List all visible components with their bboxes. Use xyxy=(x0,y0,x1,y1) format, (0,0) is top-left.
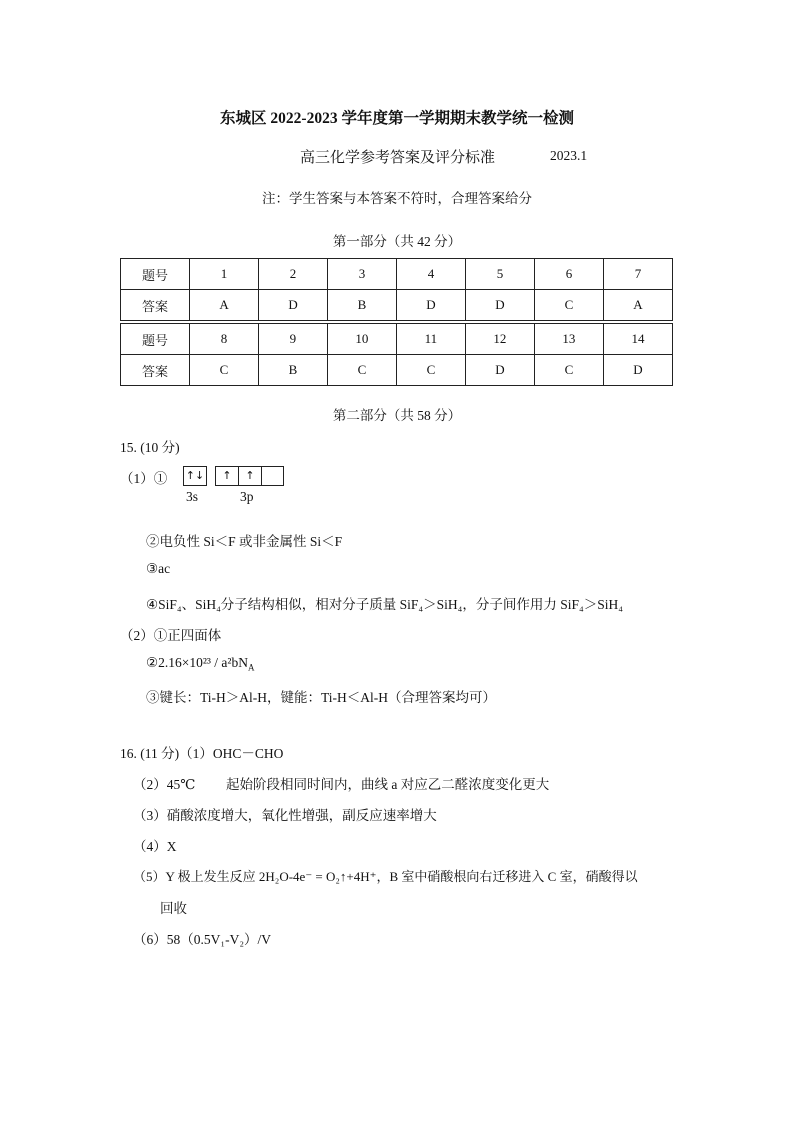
q15-p1-prefix: （1）① xyxy=(120,471,168,486)
question-cell: 13 xyxy=(534,324,603,355)
page-title: 东城区 2022-2023 学年度第一学期期末教学统一检测 xyxy=(220,110,574,127)
question-cell: 2 xyxy=(259,259,328,290)
question-cell: 14 xyxy=(603,324,672,355)
grading-note: 注：学生答案与本答案不符时，合理答案给分 xyxy=(262,191,532,206)
question-cell: 9 xyxy=(258,324,327,355)
answer-cell: C xyxy=(396,355,465,386)
answer-row xyxy=(121,355,673,386)
answer-cell: B xyxy=(328,290,397,321)
q15-p2-3: ③键长：Ti-H＞Al-H，键能：Ti-H＜Al-H（合理答案均可） xyxy=(146,690,497,705)
answer-cell: D xyxy=(603,355,672,386)
question-cell: 6 xyxy=(534,259,603,290)
orbital-3p-box xyxy=(215,466,284,486)
document-date: 2023.1 xyxy=(550,148,588,163)
question-cell: 5 xyxy=(465,259,534,290)
empty-orbital xyxy=(262,467,283,485)
part2-heading: 第二部分（共 58 分） xyxy=(332,408,462,423)
orbital-3s-label: 3s xyxy=(186,489,199,504)
q15-p2-1: （2）①正四面体 xyxy=(120,628,222,643)
q15-p1-2: ②电负性 Si＜F 或非金属性 Si＜F xyxy=(146,534,343,549)
q16-line3: （3）硝酸浓度增大，氧化性增强，副反应速率增大 xyxy=(133,808,437,823)
question-cell: 10 xyxy=(327,324,396,355)
question-row xyxy=(121,324,673,355)
answer-row xyxy=(121,290,673,321)
answer-cell: D xyxy=(259,290,328,321)
answer-table-1 xyxy=(120,258,673,321)
q16-line1: 16. (11 分)（1）OHC－CHO xyxy=(120,746,284,761)
question-cell: 8 xyxy=(190,324,259,355)
q15-p1-3: ③ac xyxy=(146,561,171,576)
up-arrow-icon: ↑ xyxy=(239,467,262,485)
row-label: 答案 xyxy=(121,290,190,321)
row-label: 答案 xyxy=(121,355,190,386)
q15-header: 15. (10 分) xyxy=(120,440,180,455)
answer-cell: A xyxy=(603,290,672,321)
up-down-arrow-icon: ↑↓ xyxy=(185,469,205,482)
answer-cell: B xyxy=(258,355,327,386)
answer-cell: A xyxy=(190,290,259,321)
q15-p2-2: ②2.16×10²³ / $a^2bN_A$ xyxy=(146,655,255,673)
part1-heading: 第一部分（共 42 分） xyxy=(332,234,462,249)
question-cell: 12 xyxy=(465,324,534,355)
question-row xyxy=(121,259,673,290)
question-cell: 4 xyxy=(396,259,465,290)
answer-cell: D xyxy=(465,290,534,321)
page-subtitle: 高三化学参考答案及评分标准 xyxy=(300,150,496,166)
question-cell: 7 xyxy=(603,259,672,290)
q16-line4: （4）X xyxy=(133,839,177,854)
answer-cell: C xyxy=(327,355,396,386)
q16-line2b: 起始阶段相同时间内，曲线 a 对应乙二醛浓度变化更大 xyxy=(226,777,550,792)
q15-p1-4: ④SiF₄、SiH₄分子结构相似，相对分子质量 SiF₄＞SiH₄，分子间作用力 SiF₄＞SiH₄ xyxy=(146,597,623,612)
question-cell: 11 xyxy=(396,324,465,355)
orbital-3s-box xyxy=(183,466,207,486)
q16-line5b: 回收 xyxy=(160,901,187,916)
answer-cell: C xyxy=(534,290,603,321)
q16-line6: （6）58（0.5V₁-V₂）/V xyxy=(133,932,272,947)
answer-table-2 xyxy=(120,323,673,386)
answer-cell: C xyxy=(534,355,603,386)
orbital-3p-label: 3p xyxy=(240,489,254,504)
q16-line2a: （2）45℃ xyxy=(133,777,196,792)
answer-cell: C xyxy=(190,355,259,386)
answer-cell: D xyxy=(465,355,534,386)
row-label: 题号 xyxy=(121,324,190,355)
answer-cell: D xyxy=(396,290,465,321)
question-cell: 1 xyxy=(190,259,259,290)
q16-line5: （5）Y 极上发生反应 2H₂O-4e⁻ = O₂↑+4H⁺，B 室中硝酸根向右迁移进入 C 室，硝酸得以 xyxy=(133,869,638,884)
question-cell: 3 xyxy=(328,259,397,290)
row-label: 题号 xyxy=(121,259,190,290)
up-arrow-icon: ↑ xyxy=(216,467,239,485)
